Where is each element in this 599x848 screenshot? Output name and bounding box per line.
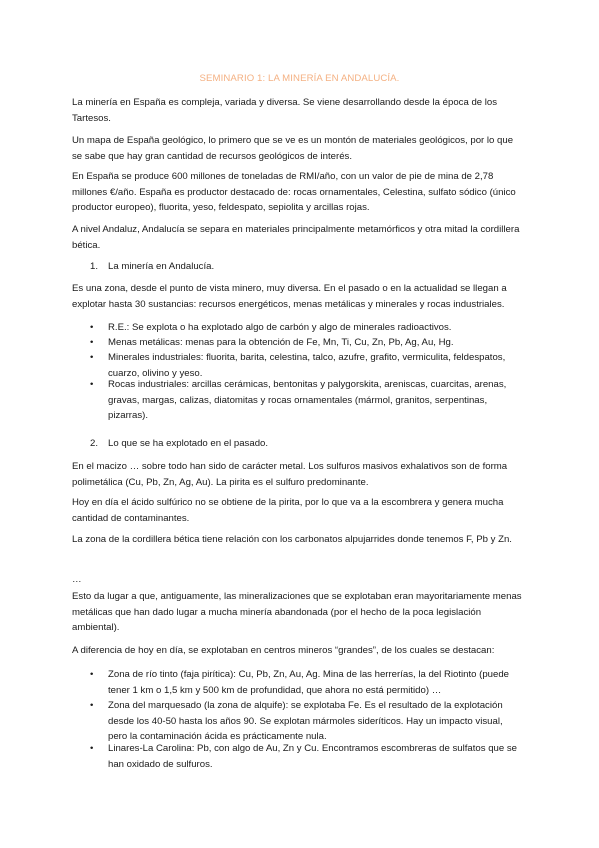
bullet-glyph: • (90, 322, 94, 333)
section-1-bullet-4: Rocas industriales: arcillas cerámicas, bentonitas y palygorskita, areniscas, cuarcitas, arenas, gravas, margas, calizas, diatomitas y rocas ornamentales (mármol, granitos, serpentinas, pizarras). (108, 379, 507, 421)
bullet-glyph: • (90, 352, 94, 363)
section-1-bullet-2: Menas metálicas: menas para la obtención de Fe, Mn, Ti, Cu, Zn, Pb, Ag, Au, Hg. (108, 337, 454, 348)
section-1-paragraph: Es una zona, desde el punto de vista minero, muy diversa. En el pasado o en la actualidad se llegan a explotar hasta 30 sustancias: recursos energéticos, menas metálicas y minerales y rocas industriales. (72, 283, 507, 310)
document-title: SEMINARIO 1: LA MINERÍA EN ANDALUCÍA. (199, 73, 400, 84)
intro-paragraph-3: En España se produce 600 millones de toneladas de RMI/año, con un valor de pie de mina de 2,78 millones €/año. España es productor destacado de: rocas ornamentales, Celestina, sulfato sódico (único productor europeo), fluorita, yeso, feldespato, sepiolita y arcillas rojas. (72, 171, 516, 213)
section-2-ellipsis: … (72, 574, 82, 585)
bullet-glyph: • (90, 700, 94, 711)
bullet-glyph: • (90, 743, 94, 754)
section-1-bullet-3: Minerales industriales: fluorita, barita, celestina, talco, azufre, grafito, vermiculita, feldespatos, cuarzo, olivino y yeso. (108, 352, 506, 379)
section-2-paragraph-3: La zona de la cordillera bética tiene relación con los carbonatos alpujarrides donde tenemos F, Pb y Zn. (72, 534, 512, 545)
bullet-glyph: • (90, 337, 94, 348)
section-1-heading: La minería en Andalucía. (108, 261, 215, 272)
section-2-bullet-1: Zona de río tinto (faja pirítica): Cu, Pb, Zn, Au, Ag. Mina de las herrerías, la del Riotinto (puede tener 1 km o 1,5 km y 500 km de profundidad, que ahora no está permitido) … (108, 669, 510, 696)
section-2-paragraph-2: Hoy en día el ácido sulfúrico no se obtiene de la pirita, por lo que va a la escombrera y genera mucha cantidad de contaminantes. (72, 497, 504, 524)
section-2-paragraph-5: A diferencia de hoy en día, se explotaban en centros mineros “grandes”, de los cuales se destacan: (72, 645, 495, 656)
intro-paragraph-2: Un mapa de España geológico, lo primero que se ve es un montón de materiales geológicos, por lo que se sabe que hay gran cantidad de recursos geológicos de interés. (72, 135, 514, 162)
section-2-paragraph-1: En el macizo … sobre todo han sido de carácter metal. Los sulfuros masivos exhalativos son de forma polimetálica (Cu, Pb, Zn, Ag, Au). La pirita es el sulfuro predominante. (72, 461, 508, 488)
section-2-paragraph-4: Esto da lugar a que, antiguamente, las mineralizaciones que se explotaban eran mayoritariamente menas metálicas que han dado lugar a mucha minería abandonada (por el hecho de la poca legislación ambiental). (72, 591, 522, 633)
section-2-bullet-3: Linares-La Carolina: Pb, con algo de Au, Zn y Cu. Encontramos escombreras de sulfatos que se han oxidado de sulfuros. (108, 743, 518, 770)
bullet-glyph: • (90, 669, 94, 680)
section-2-heading: Lo que se ha explotado en el pasado. (108, 438, 269, 449)
section-1-bullet-1: R.E.: Se explota o ha explotado algo de carbón y algo de minerales radioactivos. (108, 322, 452, 333)
section-1-number: 1. (90, 261, 99, 272)
section-2-number: 2. (90, 438, 99, 449)
section-2-bullet-2: Zona del marquesado (la zona de alquife): se explotaba Fe. Es el resultado de la explotación desde los 40-50 hasta los años 90. Se explotan mármoles sideríticos. Hay un impacto visual, pero la contaminación ácida es prácticamente nula. (108, 700, 503, 742)
intro-paragraph-1: La minería en España es compleja, variada y diversa. Se viene desarrollando desde la época de los Tartesos. (72, 97, 498, 124)
intro-paragraph-4: A nivel Andaluz, Andalucía se separa en materiales principalmente metamórficos y otra mitad la cordillera bética. (72, 224, 520, 251)
bullet-glyph: • (90, 379, 94, 390)
